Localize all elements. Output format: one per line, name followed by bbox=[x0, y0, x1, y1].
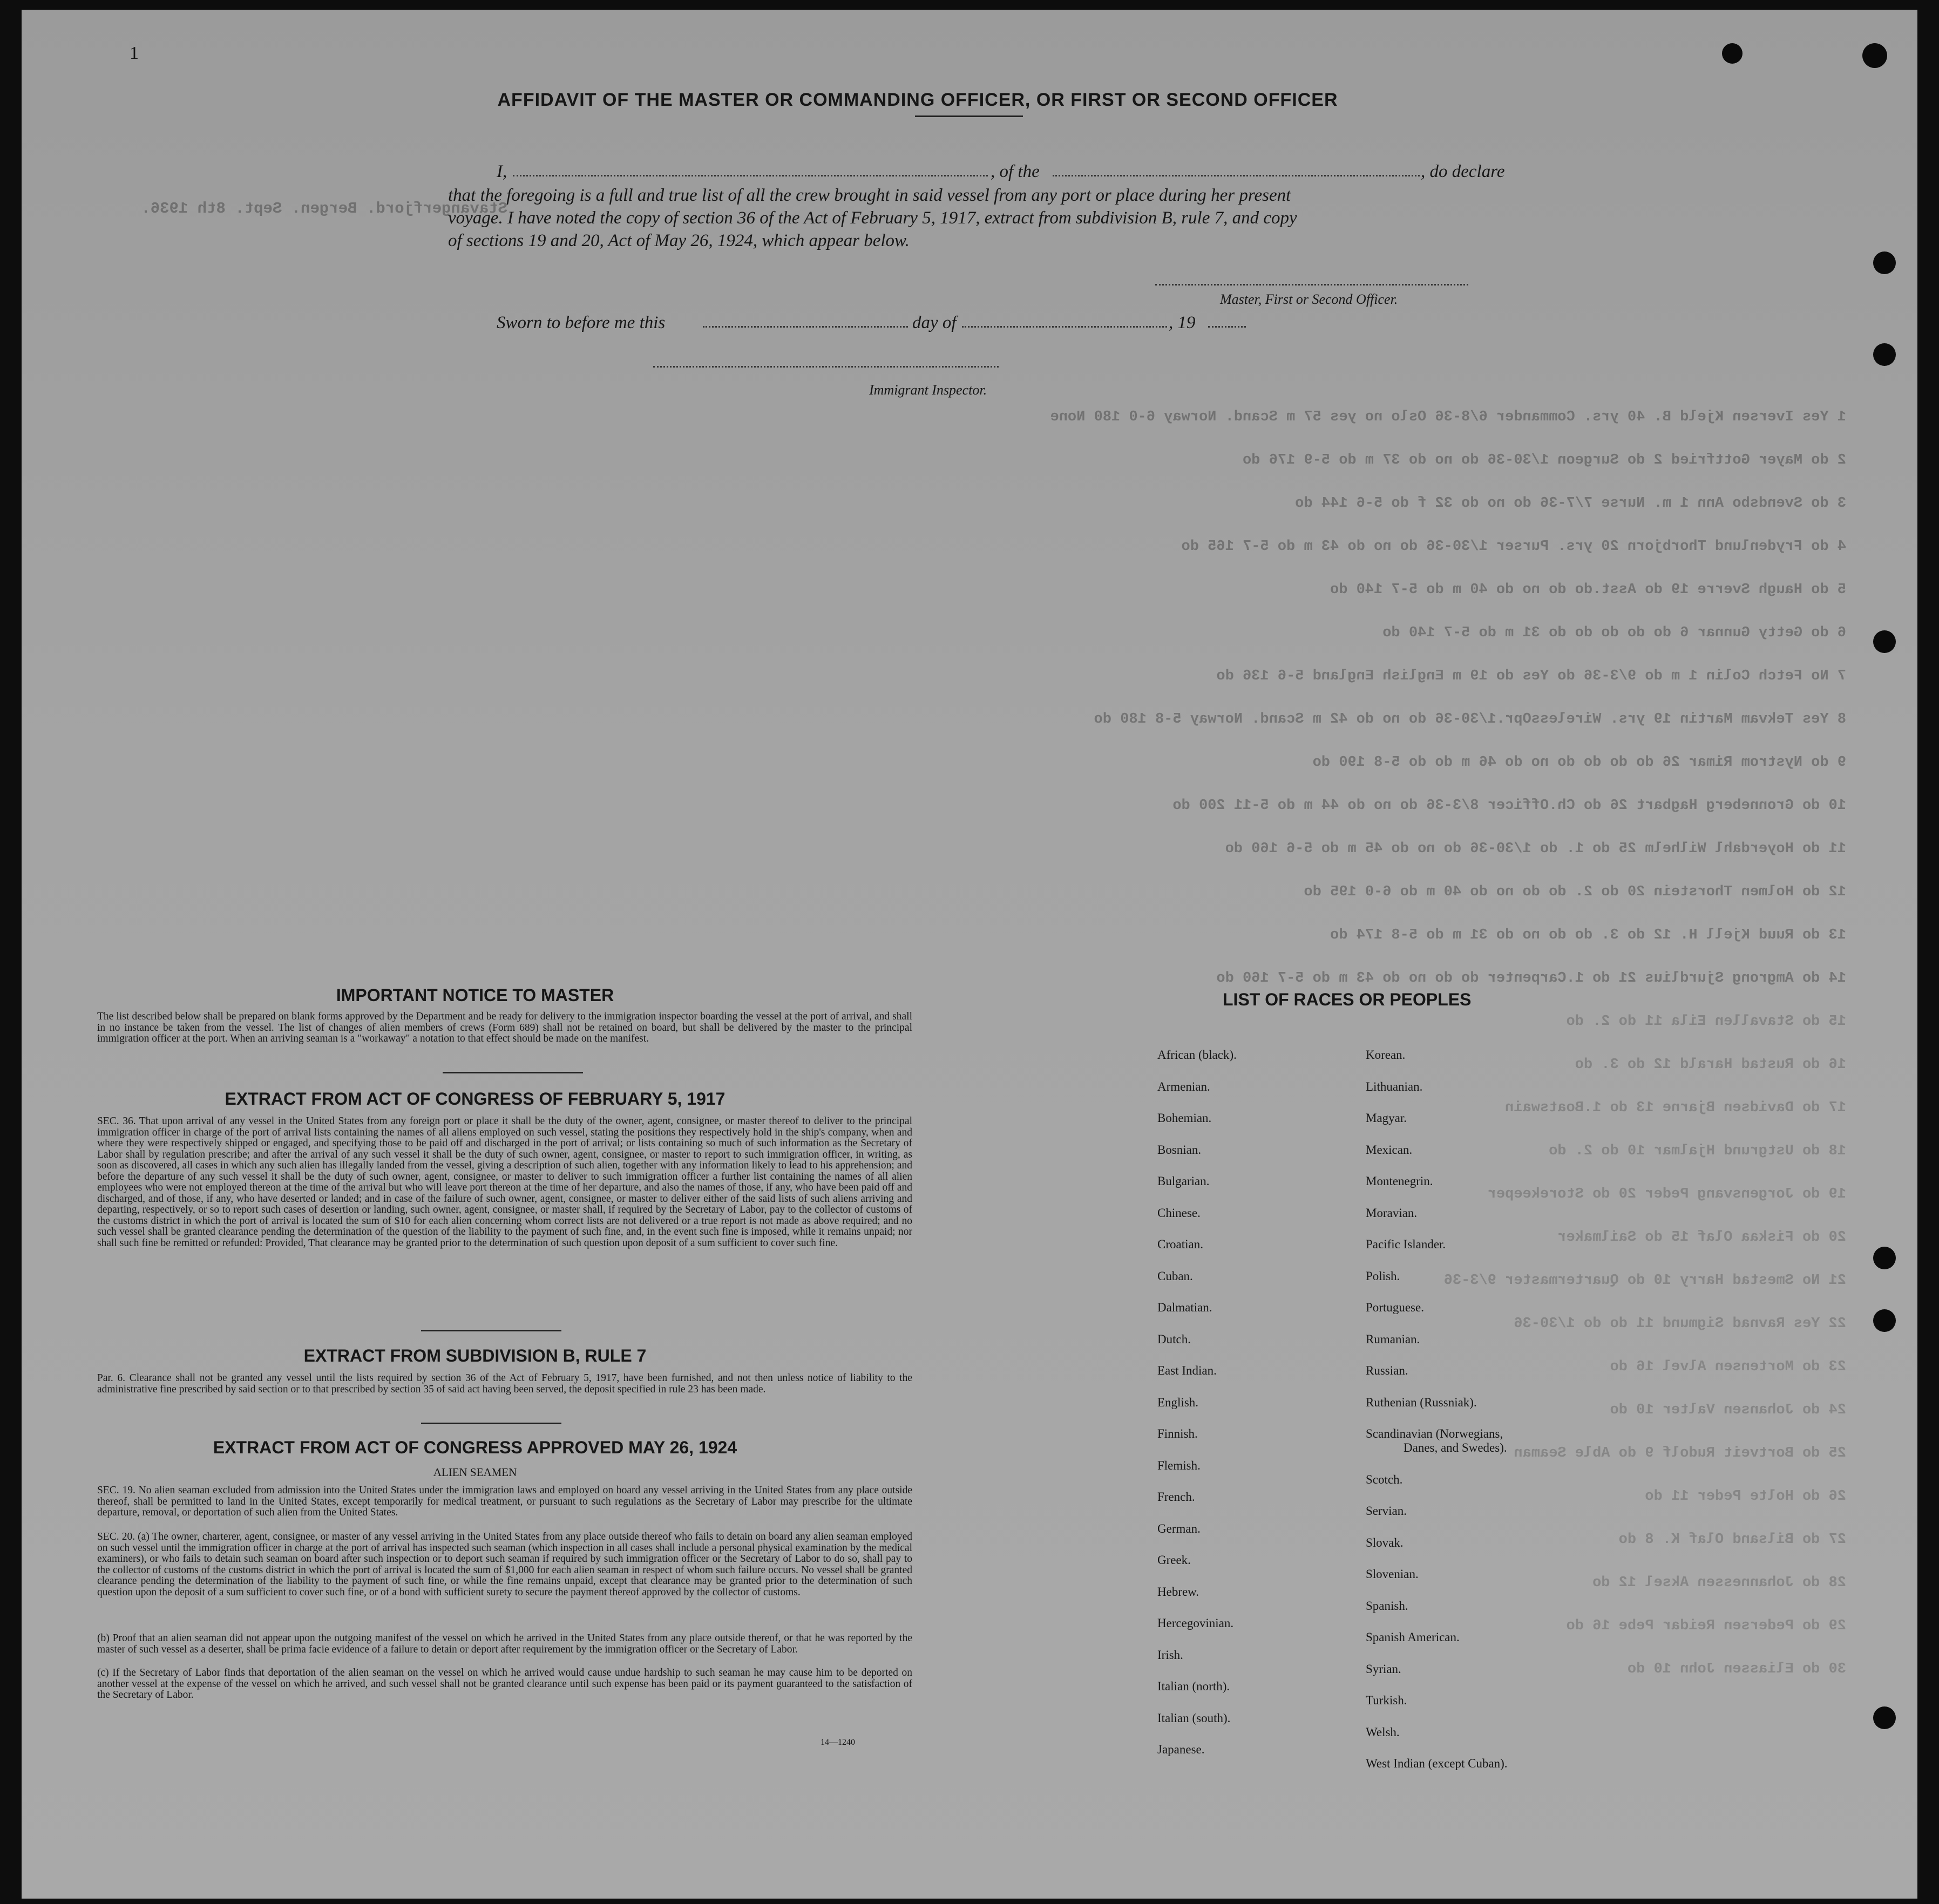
race-item: Lithuanian. bbox=[1366, 1079, 1423, 1093]
race-item: Korean. bbox=[1366, 1048, 1406, 1062]
race-item: Montenegrin. bbox=[1366, 1174, 1433, 1188]
race-item: Ruthenian (Russniak). bbox=[1366, 1395, 1477, 1409]
race-item: Armenian. bbox=[1157, 1079, 1210, 1093]
race-item: Croatian. bbox=[1157, 1237, 1203, 1251]
sworn-month-blank bbox=[962, 326, 1167, 328]
race-item: Spanish. bbox=[1366, 1599, 1408, 1613]
race-item: West Indian (except Cuban). bbox=[1366, 1757, 1508, 1771]
bleed-row: 22 Yes Ravnad Sigmund 11 do do 1/30-36 bbox=[1514, 1316, 1846, 1332]
punch-hole bbox=[1862, 43, 1887, 68]
bleed-row: 2 do Mayer Gottfried 2 do Surgeon 1/30-36 do no do 37 m do 5-9 176 do bbox=[1243, 452, 1846, 468]
punch-hole bbox=[1873, 251, 1896, 274]
race-item: Bulgarian. bbox=[1157, 1174, 1210, 1188]
extract-rule7-divider bbox=[421, 1423, 561, 1424]
punch-hole bbox=[1873, 630, 1896, 653]
race-item: Finnish. bbox=[1157, 1427, 1198, 1440]
bleed-row: 9 do Nystrom Rimar 26 do do do do no do 46 m do do 5-8 190 do bbox=[1312, 754, 1846, 771]
extract-1917-text: SEC. 36. That upon arrival of any vessel in the United States from any foreign port or place it shall be the duty of the owner, agent, consignee, or master thereof to deliver to the principal immigration officer in charge of the port of arrival lists containing the names of all aliens employed on such vessel, stating the positions they respectively hold in the ship's company, when and where they were respectively shipped or engaged, and specifying those to be paid off and discharged in the port of arrival; or lists containing so much of such information as the Secretary of Labor shall by regulation prescribe; and after the arrival of any such vessel it shall be the duty of such owner, agent, consignee, or master to report to such immigration officer, in writing, as soon as discovered, all cases in which any such alien has illegally landed from the vessel, giving a description of such alien, together with any information likely to lead to his apprehension; and before the departure of any such vessel it shall be the duty of such owner, agent, consignee, or master to deliver to such immigration officer a further list containing the names of all alien employees who were not employed thereon at the time of the arrival but who will leave port thereon at the time of her departure, and also the names of those, if any, who have been paid off and discharged, and of those, if any, who have deserted or landed; and in case of the failure of such owner, agent, consignee, or master to deliver either of the said lists of such aliens arriving and departing, respectively, or so to report such cases of desertion or landing, such owner, agent, consignee, or master shall, if required by the Secretary of Labor, pay to the collector of customs of the customs district in which the port of arrival is located the sum of $10 for each alien concerning whom correct lists are not delivered or a true report is not made as above required; and no such vessel shall be granted clearance pending the determination of the question of the liability to the payment of such fine, and, in the event such fine is imposed, while it remains unpaid; nor shall such fine be remitted or refunded: Provided, That clearance may be granted prior to the determination of such question upon deposit of a sum sufficient to cover such fine. bbox=[97, 1116, 912, 1249]
race-item: Italian (north). bbox=[1157, 1679, 1230, 1693]
sec-20b-text: (b) Proof that an alien seaman did not appear upon the outgoing manifest of the vessel on which he arrived in the United States from any place outside thereof, or that he was reported by the master of such vessel as a deserter, shall be prima facie evidence of a failure to detain or deport after requirement by the immigration officer or the Secretary of Labor. bbox=[97, 1633, 912, 1655]
race-item: English. bbox=[1157, 1395, 1199, 1409]
bleed-row: 7 No Fetch Colin 1 m do 9/3-36 do Yes do 19 m English England 5-6 136 do bbox=[1216, 668, 1846, 684]
bleed-row: 5 do Haugh Sverre 19 do Asst.do do no do 40 m do 5-7 140 do bbox=[1330, 582, 1846, 598]
race-item: Chinese. bbox=[1157, 1206, 1201, 1220]
bleed-row: 29 do Pedersen Reidar Pebe 16 do bbox=[1566, 1618, 1846, 1634]
bleed-row: 10 do Gronneberg Hagbart 26 do Ch.Officer 8/3-36 do no do 44 m do 5-11 200 do bbox=[1172, 798, 1846, 814]
sworn-day-blank bbox=[703, 326, 908, 328]
sworn-year: , 19 bbox=[1169, 313, 1196, 332]
title-underline bbox=[915, 115, 1023, 117]
sec-20a-text: SEC. 20. (a) The owner, charterer, agent, consignee, or master of any vessel arriving in the United States from any place outside thereof who fails to detain on board any alien seaman employed on such vessel until the immigration officer in charge at the port of arrival has inspected such seaman (which inspection in all cases shall include a personal physical examination by the medical examiners), or who fails to detain such seaman on board after such inspection or to deport such seaman if required by such immigration officer or the Secretary of Labor to do so, shall pay to the collector of customs of the customs district in which the port of arrival is located the sum of $1,000 for each alien seaman in respect of whom such failure occurs. No vessel shall be granted clearance pending the determination of the liability to the payment of such fine, or while the fine remains unpaid, except that clearance may be granted prior to the determination of such question upon the deposit of a sum sufficient to cover such fine, or of a bond with sufficient surety to secure the payment thereof approved by the collector of customs. bbox=[97, 1531, 912, 1598]
punch-hole bbox=[1873, 343, 1896, 366]
sworn-day-of: day of bbox=[912, 313, 957, 332]
form-number: 14—1240 bbox=[821, 1738, 855, 1747]
bleed-row: 25 do Bortveit Rudolf 9 do Able Seaman bbox=[1514, 1445, 1846, 1461]
race-item: Hebrew. bbox=[1157, 1585, 1199, 1599]
race-item: Polish. bbox=[1366, 1269, 1400, 1283]
page-number: 1 bbox=[130, 43, 139, 63]
extract-1917-divider bbox=[421, 1330, 561, 1331]
bleed-row: 15 do Stavallen Eila 11 do 2. do bbox=[1566, 1014, 1846, 1030]
race-item: Turkish. bbox=[1366, 1694, 1407, 1708]
race-item: Slovak. bbox=[1366, 1535, 1404, 1549]
officer-signature-label: Master, First or Second Officer. bbox=[1220, 291, 1398, 307]
bleed-row: 11 do Hoyerdahl Wilhelm 25 do 1. do 1/30-36 do no do 45 m do 5-6 160 do bbox=[1225, 841, 1846, 857]
race-item: Japanese. bbox=[1157, 1743, 1205, 1756]
declaration-of-the: , of the bbox=[991, 162, 1040, 181]
race-item: Cuban. bbox=[1157, 1269, 1193, 1283]
race-item: Magyar. bbox=[1366, 1111, 1407, 1125]
sworn-text: Sworn to before me this bbox=[497, 313, 666, 332]
punch-hole bbox=[1873, 1247, 1896, 1269]
race-item: Scotch. bbox=[1366, 1472, 1403, 1486]
sworn-year-blank bbox=[1208, 326, 1246, 328]
inspector-signature-label: Immigrant Inspector. bbox=[869, 382, 987, 398]
bleed-row: 3 do Svendsbo Ann 1 m. Nurse 7/7-36 do no do 32 f do 5-6 144 do bbox=[1295, 495, 1846, 512]
bleed-row: 13 do Ruud Kjell H. 12 do 3. do do no do 31 m do 5-8 174 do bbox=[1330, 927, 1846, 943]
bleed-row: 8 Yes Tekvam Martin 19 yrs. WirelessOpr.1/30-36 do no do 42 m Scand. Norway 5-8 180 do bbox=[1094, 711, 1846, 727]
declaration-line-2: that the foregoing is a full and true list of all the crew brought in said vessel from any port or place during her present bbox=[448, 186, 1291, 205]
race-item: Hercegovinian. bbox=[1157, 1616, 1234, 1630]
extract-rule7-text: Par. 6. Clearance shall not be granted any vessel until the lists required by section 36 of the Act of February 5, 1917, have been furnished, and not then unless notice of liability to the administrative fine prescribed by said section or to that prescribed by section 35 of said act having been served, the deposit specified in rule 23 has been made. bbox=[97, 1372, 912, 1395]
bleed-row: 27 do Bilsand Olaf K. 8 do bbox=[1618, 1532, 1846, 1548]
punch-hole bbox=[1722, 43, 1743, 64]
extract-rule7-title: EXTRACT FROM SUBDIVISION B, RULE 7 bbox=[303, 1346, 647, 1365]
inspector-signature-line bbox=[653, 366, 999, 368]
race-item: East Indian. bbox=[1157, 1364, 1217, 1377]
race-item: Welsh. bbox=[1366, 1725, 1400, 1739]
bleed-row: 12 do Holmen Thorstein 20 do 2. do do no do 40 m do 6-0 195 do bbox=[1304, 884, 1846, 900]
race-item: Dalmatian. bbox=[1157, 1301, 1212, 1314]
bleed-row: 18 do Ustgrund Hjalmar 10 do 2. do bbox=[1549, 1143, 1846, 1159]
race-item: Mexican. bbox=[1366, 1143, 1413, 1157]
race-item: Portuguese. bbox=[1366, 1301, 1424, 1314]
alien-seamen-subtitle: ALIEN SEAMEN bbox=[433, 1466, 517, 1479]
race-item: Spanish American. bbox=[1366, 1630, 1460, 1644]
race-item: German. bbox=[1157, 1521, 1201, 1535]
bleed-row: 1 Yes Iversen Kjeld B. 40 yrs. Commander 6/8-36 Oslo no yes 57 m Scand. Norway 6-0 180 None bbox=[1050, 409, 1846, 425]
sec-19-text: SEC. 19. No alien seaman excluded from admission into the United States under the immigration laws and employed on board any vessel arriving in the United States from any place outside thereof, shall be permitted to land in the United States, except temporarily for medical treatment, or pursuant to such regulations as the Secretary of Labor may prescribe for the ultimate departure, removal, or deportation of such alien from the United States. bbox=[97, 1485, 912, 1518]
officer-signature-line bbox=[1155, 284, 1468, 285]
race-item: Bosnian. bbox=[1157, 1143, 1202, 1157]
bleed-vessel-line-left: Stavangerfjord. Bergen. Sept. 8th 1936. bbox=[141, 200, 507, 217]
extract-1924-title: EXTRACT FROM ACT OF CONGRESS APPROVED MAY 26, 1924 bbox=[213, 1438, 737, 1457]
bleed-row: 23 do Mortensen Alvel 16 do bbox=[1610, 1359, 1846, 1375]
bleed-row: 6 do Getty Gunnar 6 do do do do do 31 m do 5-7 140 do bbox=[1382, 625, 1846, 641]
race-item: Greek. bbox=[1157, 1553, 1191, 1567]
race-item: Russian. bbox=[1366, 1364, 1408, 1377]
bleed-row: 24 do Johansen Valter 10 do bbox=[1610, 1402, 1846, 1418]
declaration-line-1: I, bbox=[497, 162, 507, 181]
race-item: African (black). bbox=[1157, 1048, 1237, 1062]
race-item: Dutch. bbox=[1157, 1332, 1191, 1346]
race-item: Moravian. bbox=[1366, 1206, 1418, 1220]
race-item: Flemish. bbox=[1157, 1458, 1201, 1472]
bleed-row: 4 do Frydenlund Thorbjorn 20 yrs. Purser 1/30-36 do no do 43 m do 5-7 165 do bbox=[1181, 539, 1846, 555]
bleed-row: 28 do Johannessen Aksel 12 do bbox=[1592, 1575, 1846, 1591]
bleed-row: 26 do Holte Peder 11 do bbox=[1645, 1488, 1846, 1505]
race-item: Italian (south). bbox=[1157, 1711, 1231, 1725]
bleed-row: 17 do Davidsen Bjarne 13 do 1.Boatswain bbox=[1505, 1100, 1846, 1116]
vessel-blank bbox=[1053, 175, 1420, 176]
declaration-line-4: of sections 19 and 20, Act of May 26, 1924, which appear below. bbox=[448, 231, 910, 250]
declaration-line-3: voyage. I have noted the copy of section 36 of the Act of February 5, 1917, extract from subdivision B, rule 7, and copy bbox=[448, 208, 1297, 228]
notice-text: The list described below shall be prepared on blank forms approved by the Department and be ready for delivery to the immigration inspector boarding the vessel at the port of arrival, and shall in no instance be taken from the vessel. The list of changes of alien members of crews (Form 689) shall not be retained on board, but shall be delivered by the master to the principal immigration officer at the port. When an arriving seaman is a "workaway" a notation to that effect should be made on the manifest. bbox=[97, 1011, 912, 1044]
punch-hole bbox=[1873, 1309, 1896, 1332]
race-item: Danes, and Swedes). bbox=[1404, 1441, 1507, 1455]
bleed-row: 16 do Rustad Harald 12 do 3. do bbox=[1575, 1057, 1846, 1073]
document-page bbox=[22, 10, 1917, 1899]
bleed-row: 19 do Jorgensvang Peder 20 do Storekeeper bbox=[1487, 1186, 1846, 1202]
bleed-row: 20 do Fiskaa Olaf 15 do Sailmaker bbox=[1557, 1229, 1846, 1246]
punch-hole bbox=[1873, 1706, 1896, 1729]
race-item: Irish. bbox=[1157, 1648, 1183, 1662]
race-item: Rumanian. bbox=[1366, 1332, 1420, 1346]
race-item: Slovenian. bbox=[1366, 1567, 1419, 1581]
race-item: Bohemian. bbox=[1157, 1111, 1212, 1125]
race-item: Servian. bbox=[1366, 1504, 1407, 1518]
race-item: Syrian. bbox=[1366, 1662, 1401, 1676]
race-item: French. bbox=[1157, 1490, 1195, 1504]
race-item: Scandinavian (Norwegians, bbox=[1366, 1427, 1503, 1440]
bleed-row: 21 No Smestad Harry 10 do Quartermaster 9/3-36 bbox=[1443, 1273, 1846, 1289]
bleed-row: 30 do Eliassen John 10 do bbox=[1627, 1661, 1846, 1677]
name-blank bbox=[513, 175, 988, 176]
extract-1917-title: EXTRACT FROM ACT OF CONGRESS OF FEBRUARY 5, 1917 bbox=[225, 1089, 726, 1109]
race-item: Pacific Islander. bbox=[1366, 1237, 1446, 1251]
races-title: LIST OF RACES OR PEOPLES bbox=[1223, 990, 1472, 1009]
notice-title: IMPORTANT NOTICE TO MASTER bbox=[336, 985, 614, 1005]
declaration-do-declare: , do declare bbox=[1421, 162, 1505, 181]
notice-divider bbox=[443, 1072, 583, 1073]
sec-20c-text: (c) If the Secretary of Labor finds that deportation of the alien seaman on the vessel on which he arrived would cause undue hardship to such seaman he may cause him to be deported on another vessel at the expense of the vessel on which he arrived, and such vessel shall not be granted clearance until such expense has been paid or its payment guaranteed to the satisfaction of the Secretary of Labor. bbox=[97, 1667, 912, 1701]
affidavit-title: AFFIDAVIT OF THE MASTER OR COMMANDING OFFICER, OR FIRST OR SECOND OFFICER bbox=[497, 90, 1338, 110]
bleed-row: 14 do Amgrong Sjurdlius 21 do 1.Carpenter do do no do 43 m do 5-7 160 do bbox=[1216, 970, 1846, 987]
